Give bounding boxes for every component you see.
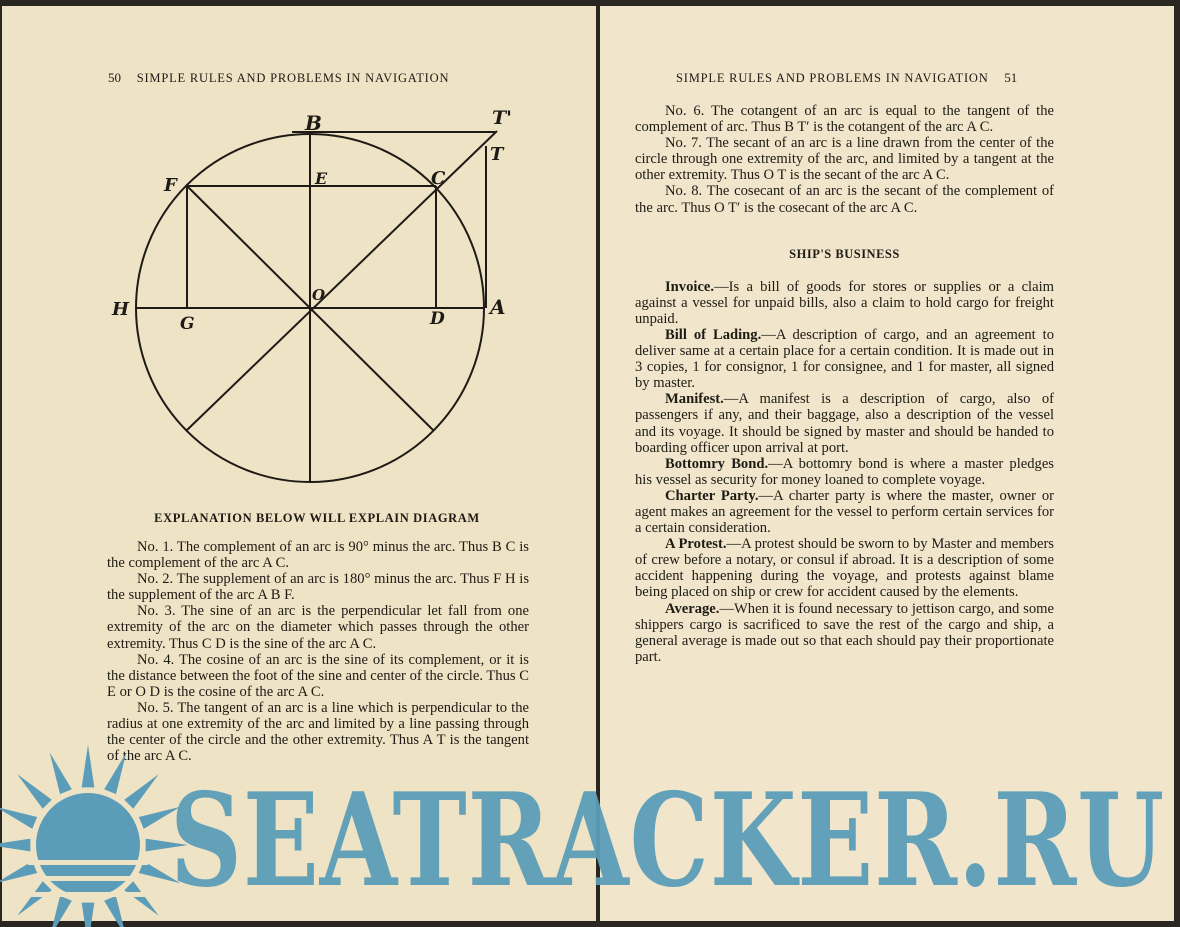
sun-wave-line <box>28 892 148 897</box>
entry-text: —A charter party is where the master, owner or agent makes an agreement for the vessel to perform certain services for a certain consideration. <box>635 487 1054 537</box>
sun-ray <box>0 839 30 852</box>
sun-ray <box>17 774 51 808</box>
sun-ray <box>82 745 95 787</box>
sun-ray <box>17 881 51 915</box>
label-o: O <box>312 286 326 304</box>
label-h: H <box>112 299 130 320</box>
definition-paragraph: No. 8. The cosecant of an arc is the secant of the complement of the arc. Thus O T′ is the cosecant of the arc A C. <box>635 183 1054 216</box>
definition-paragraph: No. 3. The sine of an arc is the perpendicular let fall from one extremity of the arc on the diameter which passes through the other extremity. Thus C D is the sine of the arc A C. <box>107 603 529 652</box>
sun-logo-icon <box>0 745 188 927</box>
entry-text: —A manifest is a description of cargo, also of passengers if any, and their baggage, also a description of the vessel and its voyage. It should be signed by master and should be handed to boarding officer upon arrival at port. <box>635 391 1054 456</box>
label-t: T <box>490 144 504 165</box>
sun-ray <box>104 896 126 927</box>
sun-disc <box>36 793 140 897</box>
label-g: G <box>180 314 195 334</box>
label-a: A <box>490 295 506 319</box>
definition-paragraph: No. 1. The complement of an arc is 90° minus the arc. Thus B C is the complement of the arc A C. <box>107 539 529 572</box>
sun-ray <box>0 807 37 829</box>
left-running-head-title: SIMPLE RULES AND PROBLEMS IN NAVIGATION <box>136 71 450 85</box>
sun-wave-line <box>28 876 148 881</box>
sun-ray <box>104 753 126 795</box>
sun-ray <box>124 881 158 915</box>
right-running-head-title: SIMPLE RULES AND PROBLEMS IN NAVIGATION <box>676 71 989 85</box>
entry-text: —Is a bill of goods for stores or supplies or a claim against a vessel for unpaid bills, also a claim to hold cargo for freight unpaid. <box>635 278 1054 327</box>
label-t-prime: T' <box>492 107 512 129</box>
entry-term: Bill of Lading. <box>665 326 762 343</box>
label-f: F <box>164 175 177 196</box>
sun-ray <box>50 896 72 927</box>
entry-term: A Protest. <box>665 536 727 553</box>
entry-term: Bottomry Bond. <box>665 455 769 472</box>
left-page-number: 50 <box>108 70 121 85</box>
entry-text: —A description of cargo, and an agreement to deliver same at a certain place for a certain condition. It is made out in 3 copies, 1 for consignor, 1 for consignee, and 1 for master, all signed by master. <box>635 326 1054 392</box>
entry-term: Manifest. <box>665 391 724 408</box>
label-c: C <box>431 168 446 189</box>
entry-text: —When it is found necessary to jettison cargo, and some shippers cargo is sacrificed to save the rest of the cargo and ship, a general average is made out so that each should pay their proportionate part. <box>635 600 1054 665</box>
entry-term: Charter Party. <box>665 487 759 504</box>
section-heading: SHIP'S BUSINESS <box>789 246 900 261</box>
definition-paragraph: No. 4. The cosine of an arc is the sine of its complement, or it is the distance between the foot of the sine and center of the circle. Thus C E or O D is the cosine of the arc A C. <box>107 651 529 700</box>
label-e: E <box>315 169 328 188</box>
right-page-number: 51 <box>1004 70 1018 85</box>
definition-paragraph: No. 7. The secant of an arc is a line drawn from the center of the circle through one extremity of the arc, and limited by a tangent at the other extremity. Thus O T is the secant of the arc A C. <box>635 135 1054 184</box>
entry-text: —A protest should be sworn to by Master and members of crew before a notary, or consul if abroad. It is a description of some accident happening during the voyage, and protests against blame being placed on ship or crew for accident caused by the elements. <box>635 536 1054 601</box>
label-d: D <box>430 309 445 329</box>
entry-term: Invoice. <box>665 278 715 295</box>
label-b: B <box>305 111 322 135</box>
sun-wave-line <box>28 860 148 865</box>
definition-paragraph: No. 2. The supplement of an arc is 180° minus the arc. Thus F H is the supplement of the arc A B F. <box>107 571 529 604</box>
entry-text: —A bottomry bond is where a master pledges his vessel as security for money loaned to complete voyage. <box>635 455 1054 488</box>
entry-term: Average. <box>665 600 720 617</box>
sun-ray <box>50 753 72 795</box>
watermark-text: SEATRACKER.RU <box>170 766 1165 916</box>
definition-paragraph: No. 6. The cotangent of an arc is equal to the tangent of the complement of arc. Thus B T′ is the cotangent of the arc A C. <box>635 103 1054 136</box>
sun-ray <box>124 774 158 808</box>
sun-ray <box>82 903 95 927</box>
definition-paragraph: No. 5. The tangent of an arc is a line which is perpendicular to the radius at one extremity of the arc and limited by a line passing through the center of the circle and the other extremity. Thus A T is the tangent of the arc A C. <box>107 699 529 765</box>
diagram-caption: EXPLANATION BELOW WILL EXPLAIN DIAGRAM <box>154 511 480 525</box>
